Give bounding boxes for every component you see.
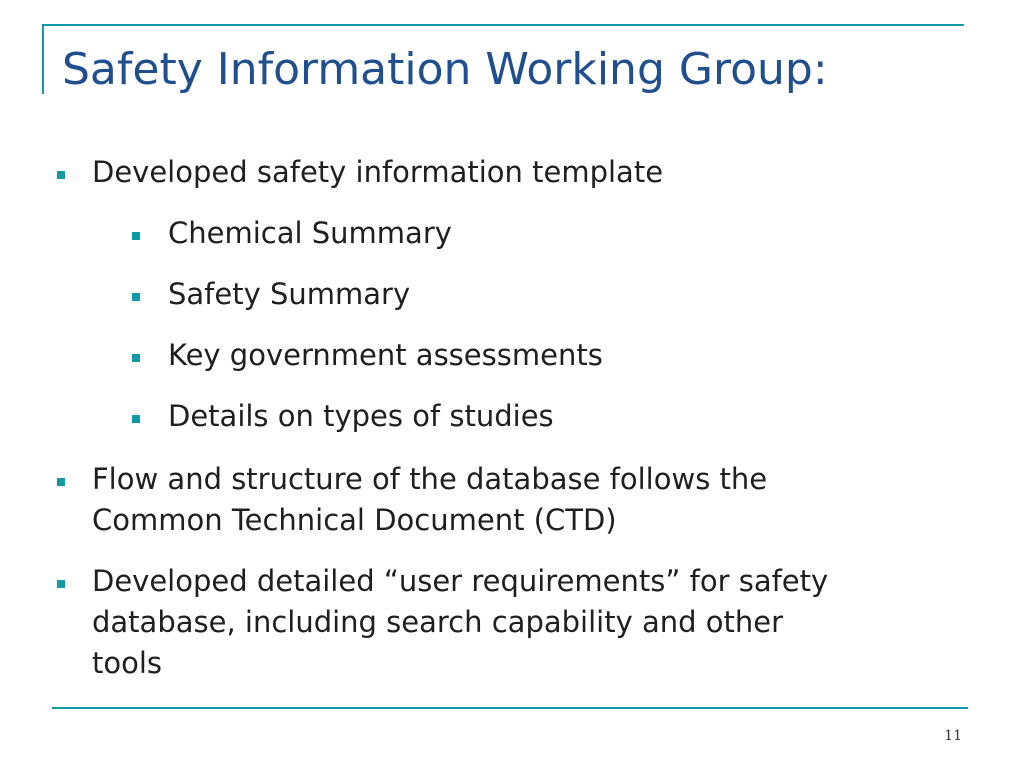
square-bullet-icon: [132, 354, 140, 362]
sub-bullet-text: Chemical Summary: [168, 216, 452, 250]
sub-bullet-item: [168, 335, 603, 376]
square-bullet-icon: [57, 478, 65, 486]
bullet-item: [92, 152, 663, 193]
square-bullet-icon: [132, 232, 140, 240]
square-bullet-icon: [132, 293, 140, 301]
bullet-text-line: Flow and structure of the database follows the: [92, 462, 768, 496]
bottom-rule: [52, 707, 968, 709]
bullet-text-line: tools: [92, 646, 163, 680]
sub-bullet-text: Safety Summary: [168, 277, 411, 311]
square-bullet-icon: [132, 415, 140, 423]
bullet-item: [92, 459, 767, 541]
bullet-text-line: Common Technical Document (CTD): [92, 503, 617, 537]
bullet-text-line: Developed detailed “user requirements” for safety: [92, 564, 829, 598]
square-bullet-icon: [57, 171, 65, 179]
square-bullet-icon: [57, 580, 65, 588]
sub-bullet-item: [168, 396, 554, 437]
sub-bullet-text: Details on types of studies: [168, 399, 554, 433]
slide-title: Safety Information Working Group:: [62, 44, 828, 95]
sub-bullet-text: Key government assessments: [168, 338, 603, 372]
bullet-text-line: database, including search capability and other: [92, 605, 783, 639]
bullet-text: Developed safety information template: [92, 155, 664, 189]
sub-bullet-item: [168, 213, 452, 254]
sub-bullet-item: [168, 274, 410, 315]
bullet-item: [92, 561, 828, 684]
page-number: 11: [944, 728, 962, 744]
